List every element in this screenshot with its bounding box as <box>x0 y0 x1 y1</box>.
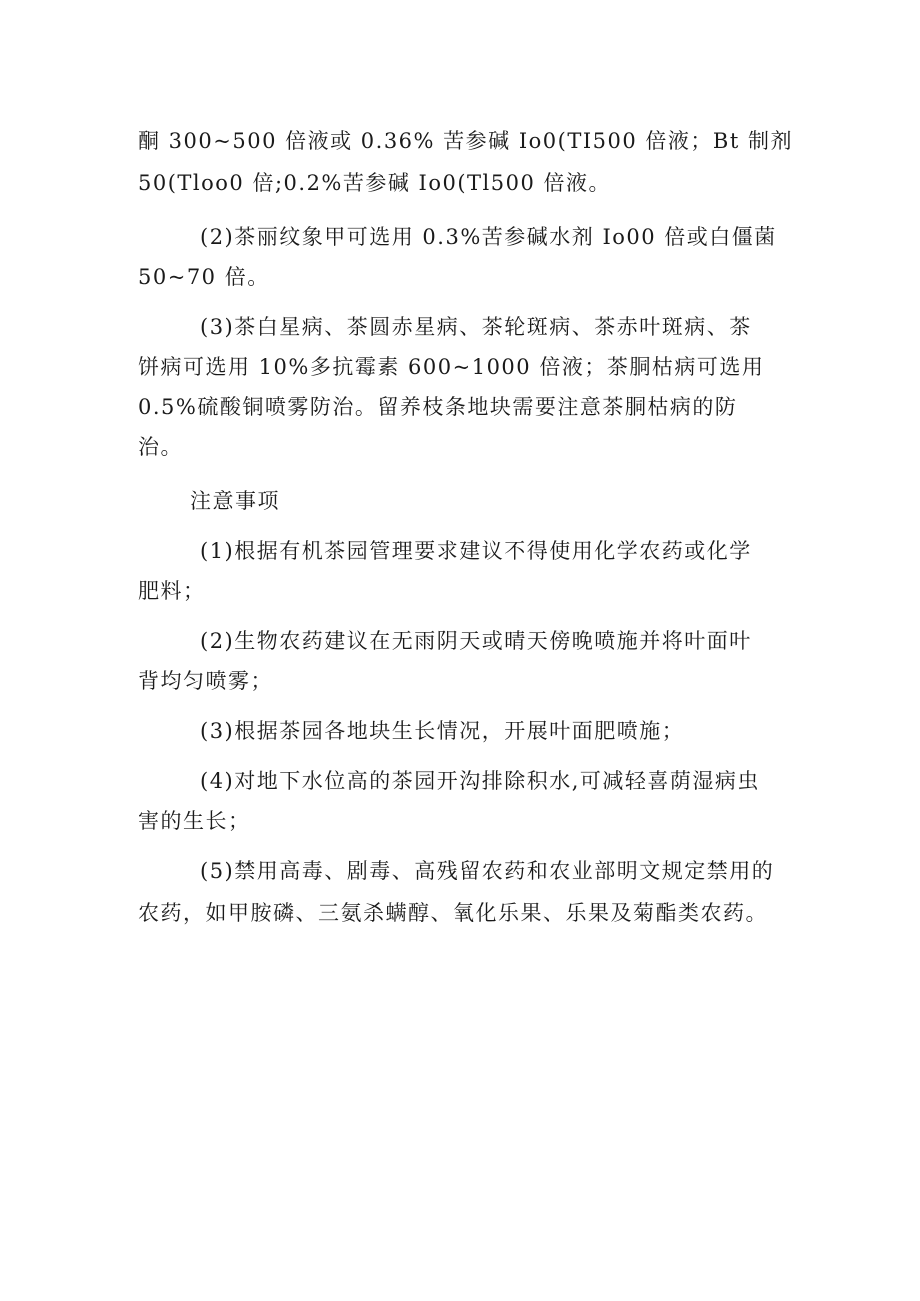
note-line: 肥料； <box>138 579 206 603</box>
paragraph-line: 50~70 倍。 <box>138 265 270 289</box>
paragraph-line: 饼病可选用 10%多抗霉素 600~1000 倍液；茶胴枯病可选用 <box>138 355 765 379</box>
note-line: (1)根据有机茶园管理要求建议不得使用化学农药或化学 <box>200 539 752 563</box>
note-line: 农药，如甲胺磷、三氨杀螨醇、氧化乐果、乐果及菊酯类农药。 <box>138 901 768 925</box>
paragraph-line: 酮 300~500 倍液或 0.36% 苦参碱 Io0(TI500 倍液；Bt 制剂 <box>138 129 793 153</box>
section-heading: 注意事项 <box>190 489 280 513</box>
paragraph-line: 治。 <box>138 435 183 459</box>
paragraph-line: (2)茶丽纹象甲可选用 0.3%苦参碱水剂 Io00 倍或白僵菌 <box>200 225 777 249</box>
note-line: 害的生长； <box>138 809 251 833</box>
paragraph-line: 50(Tloo0 倍;0.2%苦参碱 Io0(Tl500 倍液。 <box>138 171 612 195</box>
note-line: (5)禁用高毒、剧毒、高残留农药和农业部明文规定禁用的 <box>200 859 775 883</box>
paragraph-line: 0.5%硫酸铜喷雾防治。留养枝条地块需要注意茶胴枯病的防 <box>138 395 738 419</box>
paragraph-line: (3)茶白星病、茶圆赤星病、茶轮斑病、茶赤叶斑病、茶 <box>200 315 752 339</box>
note-line: (4)对地下水位高的茶园开沟排除积水,可减轻喜荫湿病虫 <box>200 769 760 793</box>
note-line: 背均匀喷雾； <box>138 669 273 693</box>
note-line: (2)生物农药建议在无雨阴天或晴天傍晚喷施并将叶面叶 <box>200 629 752 653</box>
note-line: (3)根据茶园各地块生长情况，开展叶面肥喷施； <box>200 719 685 743</box>
